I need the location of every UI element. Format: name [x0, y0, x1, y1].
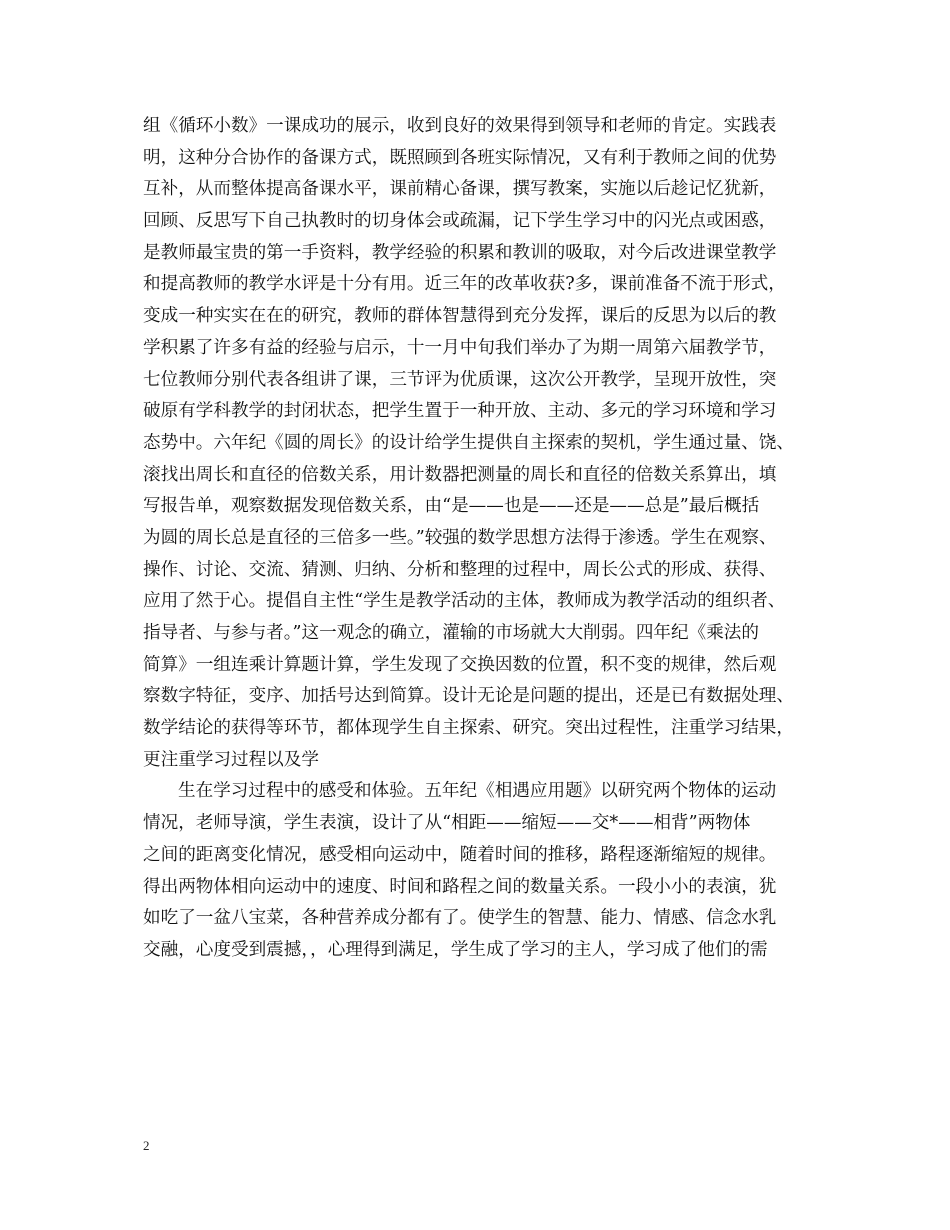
text-line: 和提高教师的教学水评是十分有用。近三年的改革收获?多，课前准备不流于形式， [143, 274, 786, 295]
text-line: 七位教师分别代表各组讲了课，三节评为优质课，这次公开教学，呈现开放性，突 [143, 369, 777, 390]
text-line: 学积累了许多有益的经验与启示，十一月中旬我们举办了为期一周第六届教学节， [143, 337, 777, 358]
text-line: 数学结论的获得等环节，都体现学生自主探索、研究。突出过程性，注重学习结果， [143, 718, 794, 739]
page-number: 2 [143, 1138, 150, 1153]
text-line: 指导者、与参与者。”这一观念的确立，灌输的市场就大大削弱。四年纪《乘法的 [143, 623, 759, 643]
text-line: 写报告单，观察数据发现倍数关系，由“是——也是——还是——总是”最后概括 [143, 496, 760, 517]
text-line: 为圆的周长总是直径的三倍多一些。”较强的数学思想方法得于渗透。学生在观察、 [143, 527, 777, 548]
text-line: 组《循环小数》一课成功的展示，收到良好的效果得到领导和老师的肯定。实践表 [143, 116, 777, 136]
text-line: 是教师最宝贵的第一手资料，教学经验的积累和教训的吸取，对今后改进课堂教学 [143, 242, 777, 263]
text-line: 更注重学习过程以及学 [143, 749, 319, 770]
text-line: 破原有学科教学的封闭状态，把学生置于一种开放、主动、多元的学习环境和学习 [143, 401, 777, 422]
text-line: 态势中。六年纪《圆的周长》的设计给学生提供自主探索的契机，学生通过量、饶、 [143, 432, 794, 453]
text-line: 操作、讨论、交流、猜测、归纳、分析和整理的过程中，周长公式的形成、获得、 [143, 559, 777, 580]
text-line: 简算》一组连乘计算题计算，学生发现了交换因数的位置，积不变的规律，然后观 [143, 654, 777, 675]
text-line: 察数字特征，变序、加括号达到简算。设计无论是问题的提出，还是已有数据处理、 [143, 686, 794, 707]
text-line: 交融，心度受到震撼，，心理得到满足，学生成了学习的主人，学习成了他们的需 [143, 939, 768, 960]
text-line: 情况，老师导演，学生表演，设计了从“相距——缩短——交*——相背”两物体 [143, 813, 751, 834]
text-line: 得出两物体相向运动中的速度、时间和路程之间的数量关系。一段小小的表演，犹 [143, 876, 777, 897]
text-line: 互补，从而整体提高备课水平，课前精心备课，撰写教案，实施以后趁记忆犹新， [143, 179, 777, 200]
text-line: 如吃了一盆八宝菜，各种营养成分都有了。使学生的智慧、能力、情感、信念水乳 [143, 908, 777, 929]
text-line: 变成一种实实在在的研究，教师的群体智慧得到充分发挥，课后的反思为以后的教 [143, 306, 777, 327]
text-line: 明，这种分合协作的备课方式，既照顾到各班实际情况，又有利于教师之间的优势 [143, 147, 777, 168]
text-line: 回顾、反思写下自己执教时的切身体会或疏漏，记下学生学习中的闪光点或困惑， [143, 211, 777, 232]
body-text [143, 111, 828, 967]
text-line: 滚找出周长和直径的倍数关系，用计数器把测量的周长和直径的倍数关系算出，填 [143, 464, 777, 485]
text-line: 之间的距离变化情况，感受相向运动中，随着时间的推移，路程逐渐缩短的规律。 [143, 844, 777, 865]
paragraph-start-line: 生在学习过程中的感受和体验。五年纪《相遇应用题》以研究两个物体的运动 [178, 781, 777, 802]
text-line: 应用了然于心。提倡自主性“学生是教学活动的主体，教师成为教学活动的组织者、 [143, 591, 786, 612]
